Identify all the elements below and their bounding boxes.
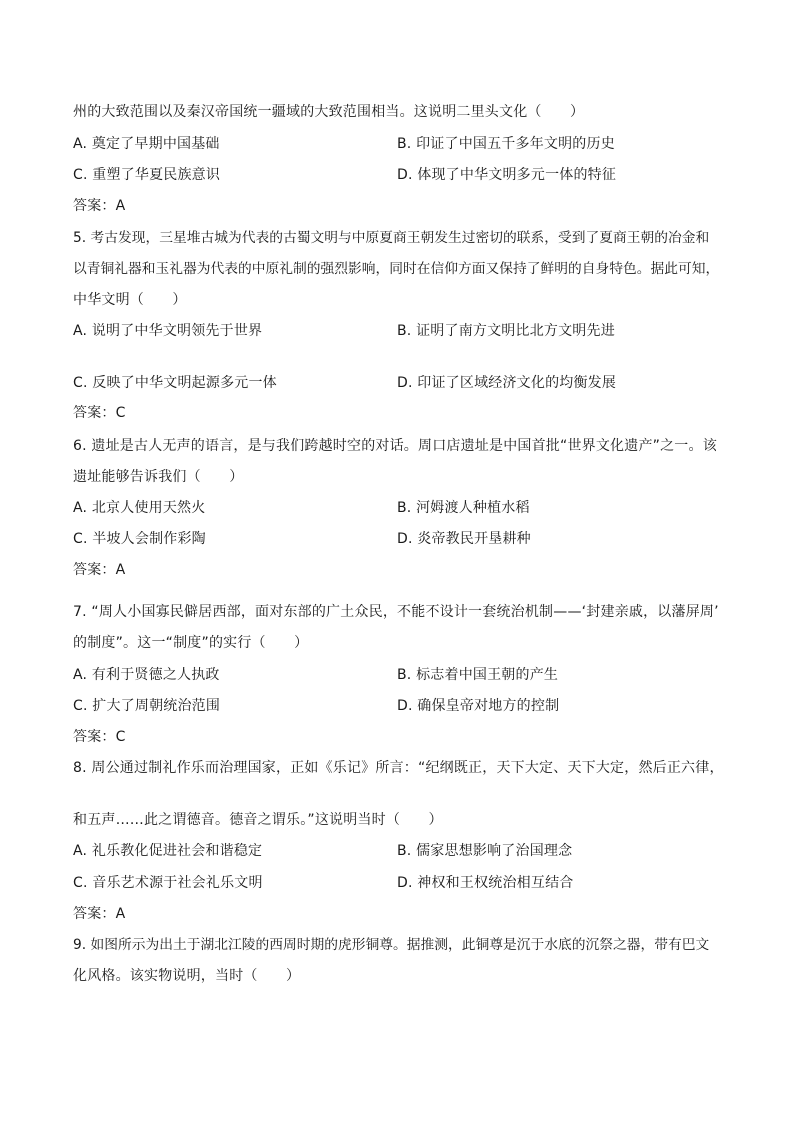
question-7-stem-line-2: 的制度”。这一“制度”的实行（ ）: [73, 635, 309, 651]
question-6-stem-line-1: 6. 遗址是古人无声的语言，是与我们跨越时空的对话。周口店遗址是中国首批“世界文化遗产”之一。该: [73, 438, 717, 454]
question-6-answer: 答案：A: [73, 562, 126, 578]
question-6-option-c: C. 半坡人会制作彩陶: [73, 531, 206, 547]
question-4-option-d: D. 体现了中华文明多元一体的特征: [397, 167, 617, 183]
question-6-option-a: A. 北京人使用天然火: [73, 500, 206, 516]
question-8-option-d: D. 神权和王权统治相互结合: [397, 875, 574, 891]
question-9-stem-line-1: 9. 如图所示为出土于湖北江陵的西周时期的虎形铜尊。据推测，此铜尊是沉于水底的沉祭之器，带有巴文: [73, 937, 710, 953]
question-8-stem-line-1: 8. 周公通过制礼作乐而治理国家，正如《乐记》所言：“纪纲既正，天下大定、天下大定，然后正六律，: [73, 760, 724, 776]
question-5-answer: 答案：C: [73, 405, 126, 421]
question-4-option-c: C. 重塑了华夏民族意识: [73, 167, 221, 183]
question-5-option-a: A. 说明了中华文明领先于世界: [73, 323, 263, 339]
question-4-option-a: A. 奠定了早期中国基础: [73, 136, 220, 152]
question-5-option-d: D. 印证了区域经济文化的均衡发展: [397, 375, 617, 391]
question-6-option-b: B. 河姆渡人种植水稻: [397, 500, 530, 516]
question-7-option-d: D. 确保皇帝对地方的控制: [397, 698, 560, 714]
question-6-stem-line-2: 遗址能够告诉我们（ ）: [73, 469, 244, 485]
question-7-option-a: A. 有利于贤德之人执政: [73, 667, 220, 683]
question-8-answer: 答案：A: [73, 906, 126, 922]
question-8-option-a: A. 礼乐教化促进社会和谐稳定: [73, 843, 263, 859]
question-5-stem-line-2: 以青铜礼器和玉礼器为代表的中原礼制的强烈影响，同时在信仰方面又保持了鲜明的自身特色。据此可知，: [73, 261, 720, 277]
question-5-option-c: C. 反映了中华文明起源多元一体: [73, 375, 277, 391]
question-5-stem-line-3: 中华文明（ ）: [73, 292, 187, 308]
question-9-stem-line-2: 化风格。该实物说明，当时（ ）: [73, 968, 301, 984]
question-6-option-d: D. 炎帝教民开垦耕种: [397, 531, 531, 547]
question-5-stem-line-1: 5. 考古发现，三星堆古城为代表的古蜀文明与中原夏商王朝发生过密切的联系，受到了夏商王朝的冶金和: [73, 230, 710, 246]
question-4-answer: 答案：A: [73, 198, 126, 214]
question-5-option-b: B. 证明了南方文明比北方文明先进: [397, 323, 615, 339]
question-7-answer: 答案：C: [73, 729, 126, 745]
question-7-option-b: B. 标志着中国王朝的产生: [397, 667, 559, 683]
question-8-option-b: B. 儒家思想影响了治国理念: [397, 843, 573, 859]
question-8-option-c: C. 音乐艺术源于社会礼乐文明: [73, 875, 263, 891]
question-4-stem: 州的大致范围以及秦汉帝国统一疆域的大致范围相当。这说明二里头文化（ ）: [73, 104, 585, 120]
question-4-option-b: B. 印证了中国五千多年文明的历史: [397, 136, 615, 152]
question-8-stem-line-2: 和五声……此之谓德音。德音之谓乐。”这说明当时（ ）: [73, 812, 443, 828]
question-7-option-c: C. 扩大了周朝统治范围: [73, 698, 221, 714]
question-7-stem-line-1: 7. “周人小国寡民僻居西部，面对东部的广土众民，不能不设计一套统治机制——‘封建亲戚，以藩屏周’: [73, 604, 719, 620]
